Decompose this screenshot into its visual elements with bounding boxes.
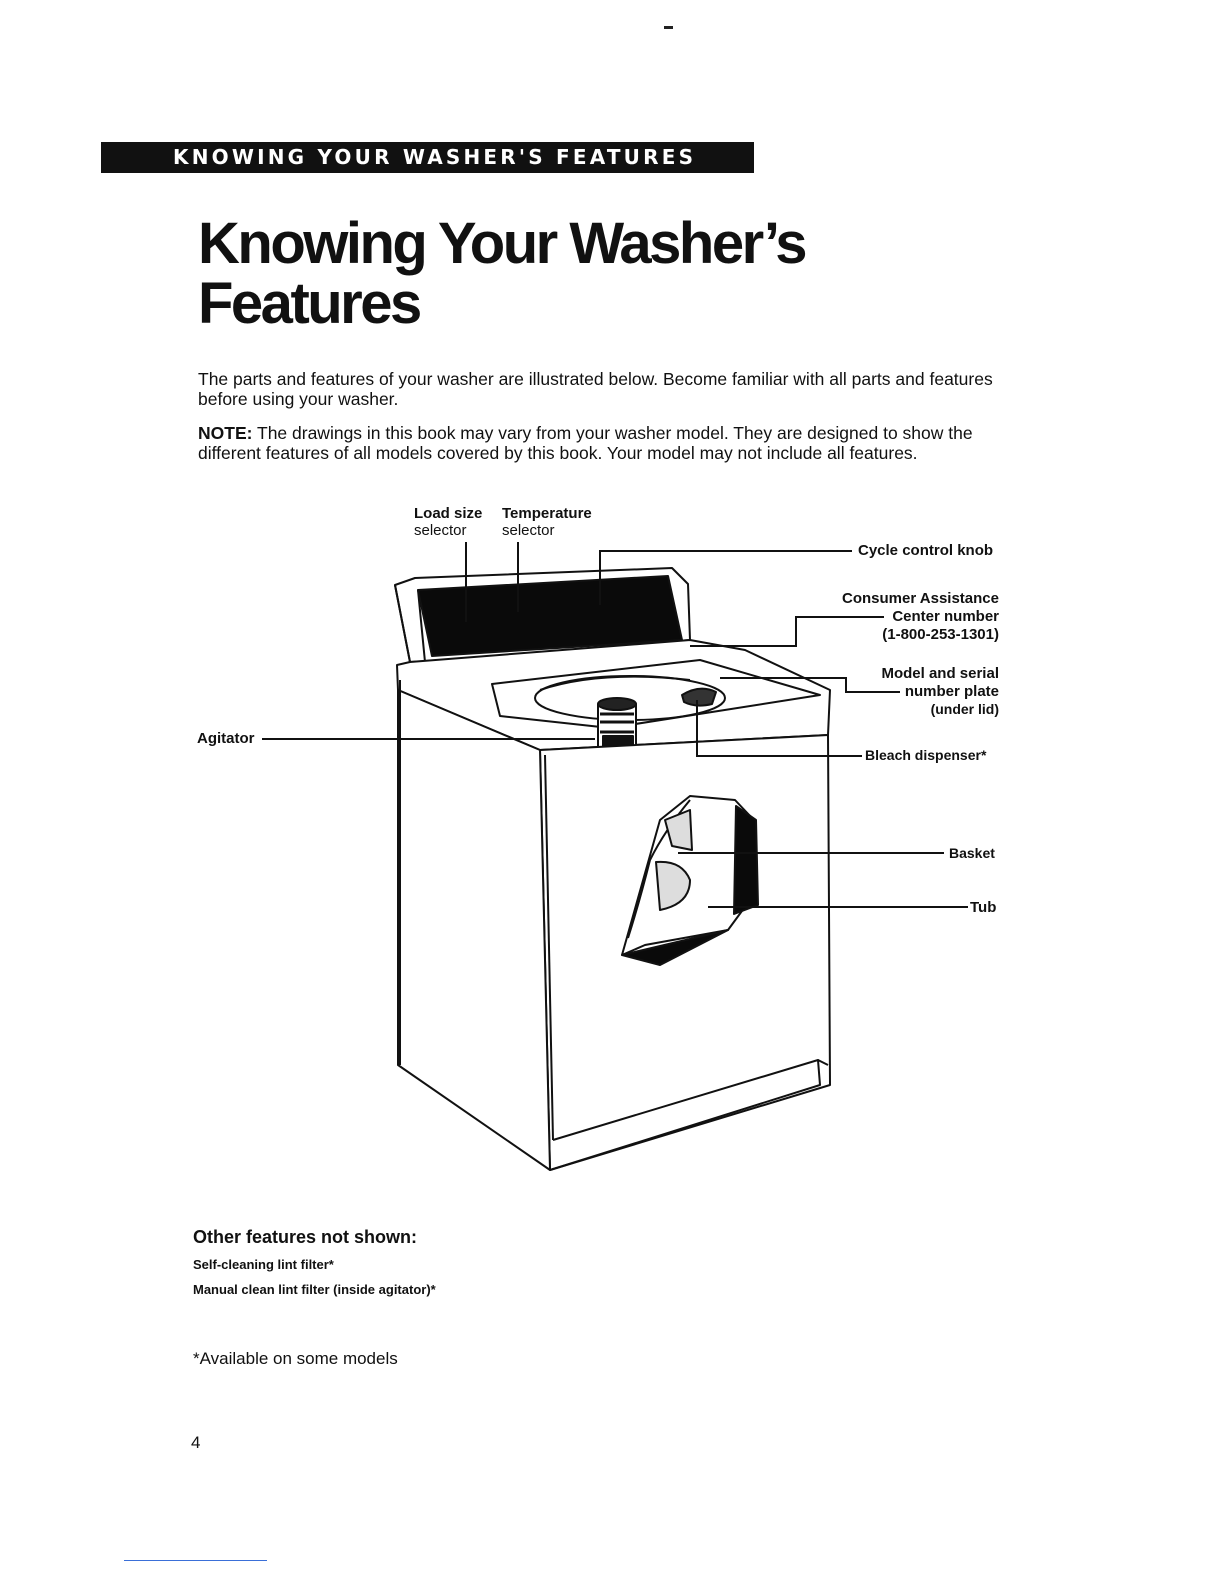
label-model-1: Model and serial bbox=[881, 665, 999, 682]
footnote: *Available on some models bbox=[193, 1349, 398, 1368]
washer-illustration bbox=[395, 568, 830, 1170]
note-text: The drawings in this book may vary from your washer model. They are designed to show the different features of all models covered by this book. Your model may not include all features. bbox=[198, 423, 973, 463]
bleach-dispenser-illustration bbox=[682, 689, 716, 706]
note-label: NOTE: bbox=[198, 423, 253, 443]
label-consumer-1: Consumer Assistance bbox=[841, 590, 999, 607]
label-tub: Tub bbox=[970, 899, 997, 916]
label-temperature-1: Temperature bbox=[502, 505, 592, 522]
page-number: 4 bbox=[191, 1433, 201, 1452]
label-consumer-3: (1-800-253-1301) bbox=[882, 626, 999, 643]
label-temperature-2: selector bbox=[502, 522, 555, 539]
label-model-2: number plate bbox=[904, 683, 999, 700]
label-consumer-2: Center number bbox=[892, 608, 999, 625]
label-bleach-dispenser: Bleach dispenser* bbox=[865, 747, 987, 763]
label-agitator: Agitator bbox=[197, 730, 255, 747]
page-title-line-1: Knowing Your Washer’s bbox=[198, 211, 806, 276]
label-model-3: (under lid) bbox=[930, 701, 999, 717]
bottom-rule bbox=[124, 1560, 267, 1561]
label-cycle-control: Cycle control knob bbox=[858, 542, 994, 559]
section-header-text: KNOWING YOUR WASHER'S FEATURES bbox=[173, 145, 697, 169]
cabinet-side bbox=[398, 690, 550, 1170]
label-load-size-2: selector bbox=[414, 522, 467, 539]
other-features-heading: Other features not shown: bbox=[193, 1227, 418, 1247]
label-load-size-1: Load size bbox=[414, 505, 483, 522]
label-basket: Basket bbox=[949, 845, 995, 861]
agitator-illustration bbox=[598, 698, 636, 750]
leader-consumer bbox=[690, 617, 884, 646]
other-feature-item: Manual clean lint filter (inside agitator)* bbox=[193, 1282, 436, 1297]
intro-paragraph: The parts and features of your washer are illustrated below. Become familiar with all parts and features before using your washer. bbox=[198, 369, 993, 409]
page-title-line-2: Features bbox=[198, 271, 420, 336]
other-feature-item: Self-cleaning lint filter* bbox=[193, 1257, 334, 1272]
